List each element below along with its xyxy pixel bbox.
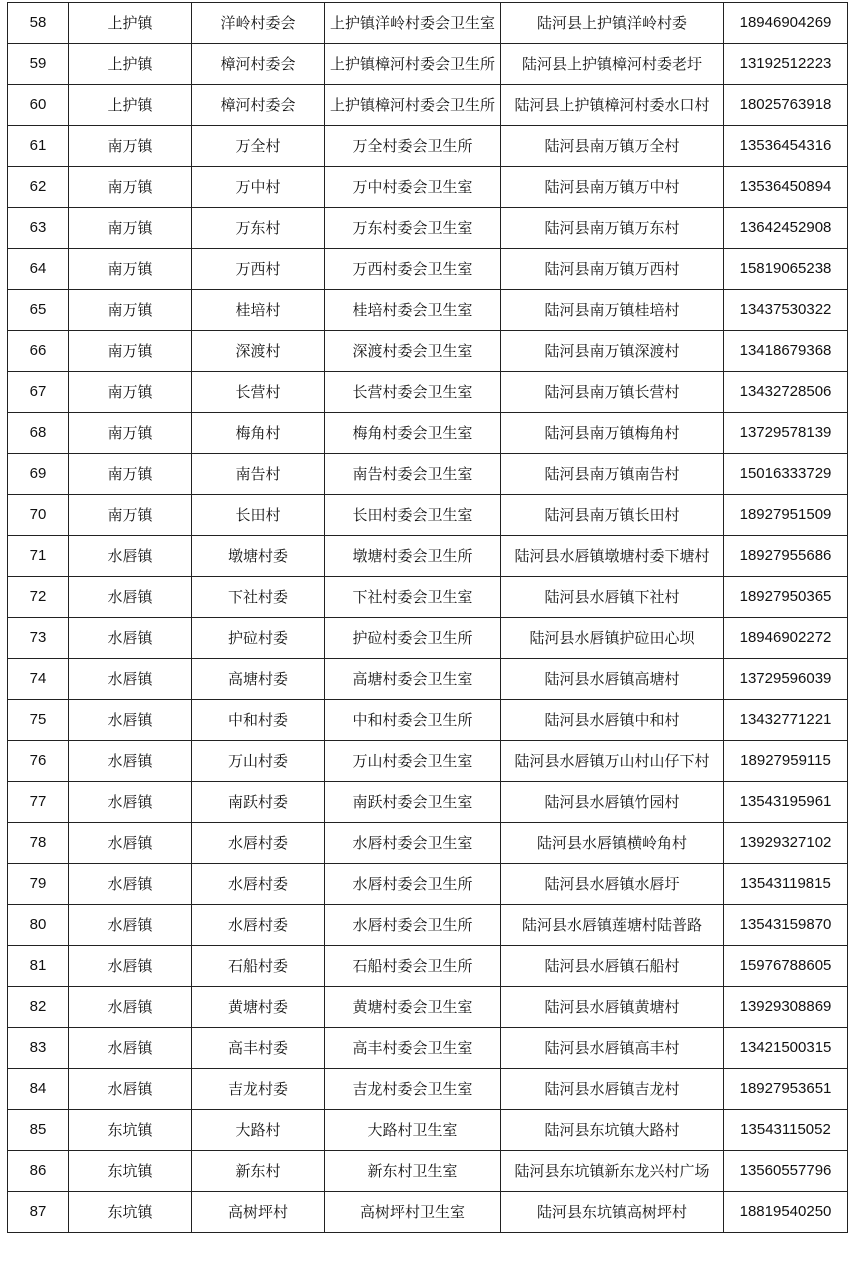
table-row xyxy=(8,290,848,331)
row-number-cell: 63 xyxy=(8,208,69,249)
phone-cell: 13543115052 xyxy=(724,1110,848,1151)
clinic-name-cell: 深渡村委会卫生室 xyxy=(325,331,501,372)
address-cell: 陆河县上护镇樟河村委老圩 xyxy=(501,44,724,85)
address-cell: 陆河县水唇镇下社村 xyxy=(501,577,724,618)
row-number-cell: 80 xyxy=(8,905,69,946)
clinic-name-cell: 上护镇樟河村委会卫生所 xyxy=(325,85,501,126)
table-row xyxy=(8,331,848,372)
address-cell: 陆河县水唇镇莲塘村陆普路 xyxy=(501,905,724,946)
village-cell: 桂培村 xyxy=(192,290,325,331)
phone-cell: 13432771221 xyxy=(724,700,848,741)
table-row xyxy=(8,167,848,208)
address-cell: 陆河县东坑镇新东龙兴村广场 xyxy=(501,1151,724,1192)
address-cell: 陆河县水唇镇水唇圩 xyxy=(501,864,724,905)
clinic-name-cell: 梅角村委会卫生室 xyxy=(325,413,501,454)
village-cell: 南跃村委 xyxy=(192,782,325,823)
village-cell: 黄塘村委 xyxy=(192,987,325,1028)
town-cell: 南万镇 xyxy=(69,413,192,454)
clinic-name-cell: 黄塘村委会卫生室 xyxy=(325,987,501,1028)
town-cell: 水唇镇 xyxy=(69,782,192,823)
row-number-cell: 85 xyxy=(8,1110,69,1151)
town-cell: 水唇镇 xyxy=(69,864,192,905)
clinic-name-cell: 护砬村委会卫生所 xyxy=(325,618,501,659)
clinic-name-cell: 南告村委会卫生室 xyxy=(325,454,501,495)
phone-cell: 13418679368 xyxy=(724,331,848,372)
address-cell: 陆河县东坑镇大路村 xyxy=(501,1110,724,1151)
phone-cell: 18819540250 xyxy=(724,1192,848,1233)
address-cell: 陆河县水唇镇吉龙村 xyxy=(501,1069,724,1110)
clinic-name-cell: 万西村委会卫生室 xyxy=(325,249,501,290)
table-row xyxy=(8,1069,848,1110)
table-row xyxy=(8,126,848,167)
clinic-name-cell: 水唇村委会卫生室 xyxy=(325,823,501,864)
table-row xyxy=(8,864,848,905)
table-row xyxy=(8,577,848,618)
phone-cell: 13543119815 xyxy=(724,864,848,905)
row-number-cell: 66 xyxy=(8,331,69,372)
table-row xyxy=(8,85,848,126)
row-number-cell: 65 xyxy=(8,290,69,331)
clinic-name-cell: 桂培村委会卫生室 xyxy=(325,290,501,331)
town-cell: 水唇镇 xyxy=(69,1028,192,1069)
town-cell: 东坑镇 xyxy=(69,1192,192,1233)
village-cell: 水唇村委 xyxy=(192,864,325,905)
town-cell: 上护镇 xyxy=(69,44,192,85)
row-number-cell: 68 xyxy=(8,413,69,454)
village-cell: 樟河村委会 xyxy=(192,44,325,85)
town-cell: 东坑镇 xyxy=(69,1151,192,1192)
row-number-cell: 84 xyxy=(8,1069,69,1110)
table-row xyxy=(8,454,848,495)
address-cell: 陆河县东坑镇高树坪村 xyxy=(501,1192,724,1233)
address-cell: 陆河县南万镇长田村 xyxy=(501,495,724,536)
row-number-cell: 61 xyxy=(8,126,69,167)
address-cell: 陆河县水唇镇中和村 xyxy=(501,700,724,741)
table-row xyxy=(8,987,848,1028)
row-number-cell: 72 xyxy=(8,577,69,618)
row-number-cell: 75 xyxy=(8,700,69,741)
address-cell: 陆河县水唇镇墩塘村委下塘村 xyxy=(501,536,724,577)
row-number-cell: 81 xyxy=(8,946,69,987)
town-cell: 水唇镇 xyxy=(69,1069,192,1110)
address-cell: 陆河县水唇镇石船村 xyxy=(501,946,724,987)
table-row xyxy=(8,823,848,864)
row-number-cell: 71 xyxy=(8,536,69,577)
town-cell: 上护镇 xyxy=(69,3,192,44)
town-cell: 水唇镇 xyxy=(69,946,192,987)
phone-cell: 18946904269 xyxy=(724,3,848,44)
address-cell: 陆河县上护镇洋岭村委 xyxy=(501,3,724,44)
town-cell: 水唇镇 xyxy=(69,618,192,659)
phone-cell: 13536454316 xyxy=(724,126,848,167)
town-cell: 水唇镇 xyxy=(69,536,192,577)
village-cell: 水唇村委 xyxy=(192,905,325,946)
village-cell: 万中村 xyxy=(192,167,325,208)
address-cell: 陆河县水唇镇护砬田心坝 xyxy=(501,618,724,659)
row-number-cell: 82 xyxy=(8,987,69,1028)
table-row xyxy=(8,1110,848,1151)
table-row xyxy=(8,782,848,823)
address-cell: 陆河县南万镇万全村 xyxy=(501,126,724,167)
table-row xyxy=(8,905,848,946)
village-cell: 长田村 xyxy=(192,495,325,536)
table-row xyxy=(8,1028,848,1069)
town-cell: 水唇镇 xyxy=(69,577,192,618)
row-number-cell: 79 xyxy=(8,864,69,905)
phone-cell: 13929308869 xyxy=(724,987,848,1028)
table-row xyxy=(8,372,848,413)
table-row xyxy=(8,413,848,454)
village-cell: 石船村委 xyxy=(192,946,325,987)
row-number-cell: 62 xyxy=(8,167,69,208)
village-cell: 高丰村委 xyxy=(192,1028,325,1069)
row-number-cell: 87 xyxy=(8,1192,69,1233)
address-cell: 陆河县南万镇南告村 xyxy=(501,454,724,495)
village-cell: 下社村委 xyxy=(192,577,325,618)
clinic-name-cell: 高塘村委会卫生室 xyxy=(325,659,501,700)
town-cell: 南万镇 xyxy=(69,126,192,167)
row-number-cell: 78 xyxy=(8,823,69,864)
phone-cell: 13192512223 xyxy=(724,44,848,85)
row-number-cell: 60 xyxy=(8,85,69,126)
village-cell: 深渡村 xyxy=(192,331,325,372)
phone-cell: 18927951509 xyxy=(724,495,848,536)
village-cell: 梅角村 xyxy=(192,413,325,454)
clinic-name-cell: 上护镇洋岭村委会卫生室 xyxy=(325,3,501,44)
village-cell: 长营村 xyxy=(192,372,325,413)
address-cell: 陆河县南万镇长营村 xyxy=(501,372,724,413)
village-cell: 大路村 xyxy=(192,1110,325,1151)
phone-cell: 13543159870 xyxy=(724,905,848,946)
row-number-cell: 58 xyxy=(8,3,69,44)
town-cell: 水唇镇 xyxy=(69,741,192,782)
village-cell: 万西村 xyxy=(192,249,325,290)
address-cell: 陆河县南万镇桂培村 xyxy=(501,290,724,331)
address-cell: 陆河县水唇镇高塘村 xyxy=(501,659,724,700)
clinic-name-cell: 万东村委会卫生室 xyxy=(325,208,501,249)
town-cell: 南万镇 xyxy=(69,331,192,372)
town-cell: 南万镇 xyxy=(69,372,192,413)
phone-cell: 18927959115 xyxy=(724,741,848,782)
clinic-name-cell: 高树坪村卫生室 xyxy=(325,1192,501,1233)
address-cell: 陆河县水唇镇万山村山仔下村 xyxy=(501,741,724,782)
village-cell: 高塘村委 xyxy=(192,659,325,700)
town-cell: 水唇镇 xyxy=(69,659,192,700)
table-row xyxy=(8,44,848,85)
town-cell: 水唇镇 xyxy=(69,823,192,864)
phone-cell: 13729596039 xyxy=(724,659,848,700)
phone-cell: 18927950365 xyxy=(724,577,848,618)
table-row xyxy=(8,700,848,741)
phone-cell: 13536450894 xyxy=(724,167,848,208)
town-cell: 南万镇 xyxy=(69,454,192,495)
table-row xyxy=(8,1151,848,1192)
clinic-name-cell: 水唇村委会卫生所 xyxy=(325,905,501,946)
phone-cell: 18025763918 xyxy=(724,85,848,126)
village-cell: 护砬村委 xyxy=(192,618,325,659)
clinic-name-cell: 万全村委会卫生所 xyxy=(325,126,501,167)
clinic-name-cell: 万山村委会卫生室 xyxy=(325,741,501,782)
address-cell: 陆河县水唇镇竹园村 xyxy=(501,782,724,823)
phone-cell: 13543195961 xyxy=(724,782,848,823)
village-cell: 万全村 xyxy=(192,126,325,167)
address-cell: 陆河县上护镇樟河村委水口村 xyxy=(501,85,724,126)
clinic-name-cell: 上护镇樟河村委会卫生所 xyxy=(325,44,501,85)
address-cell: 陆河县南万镇梅角村 xyxy=(501,413,724,454)
address-cell: 陆河县水唇镇黄塘村 xyxy=(501,987,724,1028)
table-row xyxy=(8,1192,848,1233)
address-cell: 陆河县水唇镇横岭角村 xyxy=(501,823,724,864)
town-cell: 南万镇 xyxy=(69,249,192,290)
village-cell: 墩塘村委 xyxy=(192,536,325,577)
village-cell: 万山村委 xyxy=(192,741,325,782)
row-number-cell: 76 xyxy=(8,741,69,782)
phone-cell: 13729578139 xyxy=(724,413,848,454)
row-number-cell: 69 xyxy=(8,454,69,495)
table-row xyxy=(8,618,848,659)
town-cell: 南万镇 xyxy=(69,167,192,208)
row-number-cell: 67 xyxy=(8,372,69,413)
town-cell: 上护镇 xyxy=(69,85,192,126)
phone-cell: 13421500315 xyxy=(724,1028,848,1069)
row-number-cell: 83 xyxy=(8,1028,69,1069)
phone-cell: 18946902272 xyxy=(724,618,848,659)
address-cell: 陆河县水唇镇高丰村 xyxy=(501,1028,724,1069)
clinic-name-cell: 大路村卫生室 xyxy=(325,1110,501,1151)
clinic-name-cell: 下社村委会卫生室 xyxy=(325,577,501,618)
phone-cell: 15819065238 xyxy=(724,249,848,290)
town-cell: 东坑镇 xyxy=(69,1110,192,1151)
town-cell: 水唇镇 xyxy=(69,700,192,741)
village-cell: 中和村委 xyxy=(192,700,325,741)
phone-cell: 18927955686 xyxy=(724,536,848,577)
phone-cell: 13642452908 xyxy=(724,208,848,249)
phone-cell: 13560557796 xyxy=(724,1151,848,1192)
clinic-name-cell: 中和村委会卫生所 xyxy=(325,700,501,741)
row-number-cell: 73 xyxy=(8,618,69,659)
clinic-name-cell: 长田村委会卫生室 xyxy=(325,495,501,536)
row-number-cell: 86 xyxy=(8,1151,69,1192)
address-cell: 陆河县南万镇深渡村 xyxy=(501,331,724,372)
village-cell: 高树坪村 xyxy=(192,1192,325,1233)
row-number-cell: 59 xyxy=(8,44,69,85)
village-cell: 万东村 xyxy=(192,208,325,249)
village-cell: 洋岭村委会 xyxy=(192,3,325,44)
table-row xyxy=(8,659,848,700)
clinic-name-cell: 水唇村委会卫生所 xyxy=(325,864,501,905)
town-cell: 水唇镇 xyxy=(69,905,192,946)
phone-cell: 13432728506 xyxy=(724,372,848,413)
clinic-table xyxy=(7,2,848,1233)
table-row xyxy=(8,946,848,987)
village-cell: 南告村 xyxy=(192,454,325,495)
table-row xyxy=(8,495,848,536)
table-row xyxy=(8,208,848,249)
clinic-name-cell: 新东村卫生室 xyxy=(325,1151,501,1192)
clinic-name-cell: 高丰村委会卫生室 xyxy=(325,1028,501,1069)
town-cell: 南万镇 xyxy=(69,495,192,536)
address-cell: 陆河县南万镇万西村 xyxy=(501,249,724,290)
row-number-cell: 70 xyxy=(8,495,69,536)
address-cell: 陆河县南万镇万中村 xyxy=(501,167,724,208)
village-cell: 樟河村委会 xyxy=(192,85,325,126)
table-row xyxy=(8,536,848,577)
row-number-cell: 77 xyxy=(8,782,69,823)
clinic-name-cell: 墩塘村委会卫生所 xyxy=(325,536,501,577)
address-cell: 陆河县南万镇万东村 xyxy=(501,208,724,249)
village-cell: 新东村 xyxy=(192,1151,325,1192)
village-cell: 水唇村委 xyxy=(192,823,325,864)
row-number-cell: 64 xyxy=(8,249,69,290)
phone-cell: 15016333729 xyxy=(724,454,848,495)
table-row xyxy=(8,3,848,44)
table-body xyxy=(8,3,848,1233)
clinic-name-cell: 南跃村委会卫生室 xyxy=(325,782,501,823)
town-cell: 水唇镇 xyxy=(69,987,192,1028)
row-number-cell: 74 xyxy=(8,659,69,700)
clinic-name-cell: 石船村委会卫生所 xyxy=(325,946,501,987)
clinic-name-cell: 长营村委会卫生室 xyxy=(325,372,501,413)
table-row xyxy=(8,249,848,290)
phone-cell: 15976788605 xyxy=(724,946,848,987)
town-cell: 南万镇 xyxy=(69,290,192,331)
clinic-name-cell: 万中村委会卫生室 xyxy=(325,167,501,208)
clinic-name-cell: 吉龙村委会卫生室 xyxy=(325,1069,501,1110)
town-cell: 南万镇 xyxy=(69,208,192,249)
phone-cell: 18927953651 xyxy=(724,1069,848,1110)
village-cell: 吉龙村委 xyxy=(192,1069,325,1110)
table-row xyxy=(8,741,848,782)
phone-cell: 13929327102 xyxy=(724,823,848,864)
phone-cell: 13437530322 xyxy=(724,290,848,331)
